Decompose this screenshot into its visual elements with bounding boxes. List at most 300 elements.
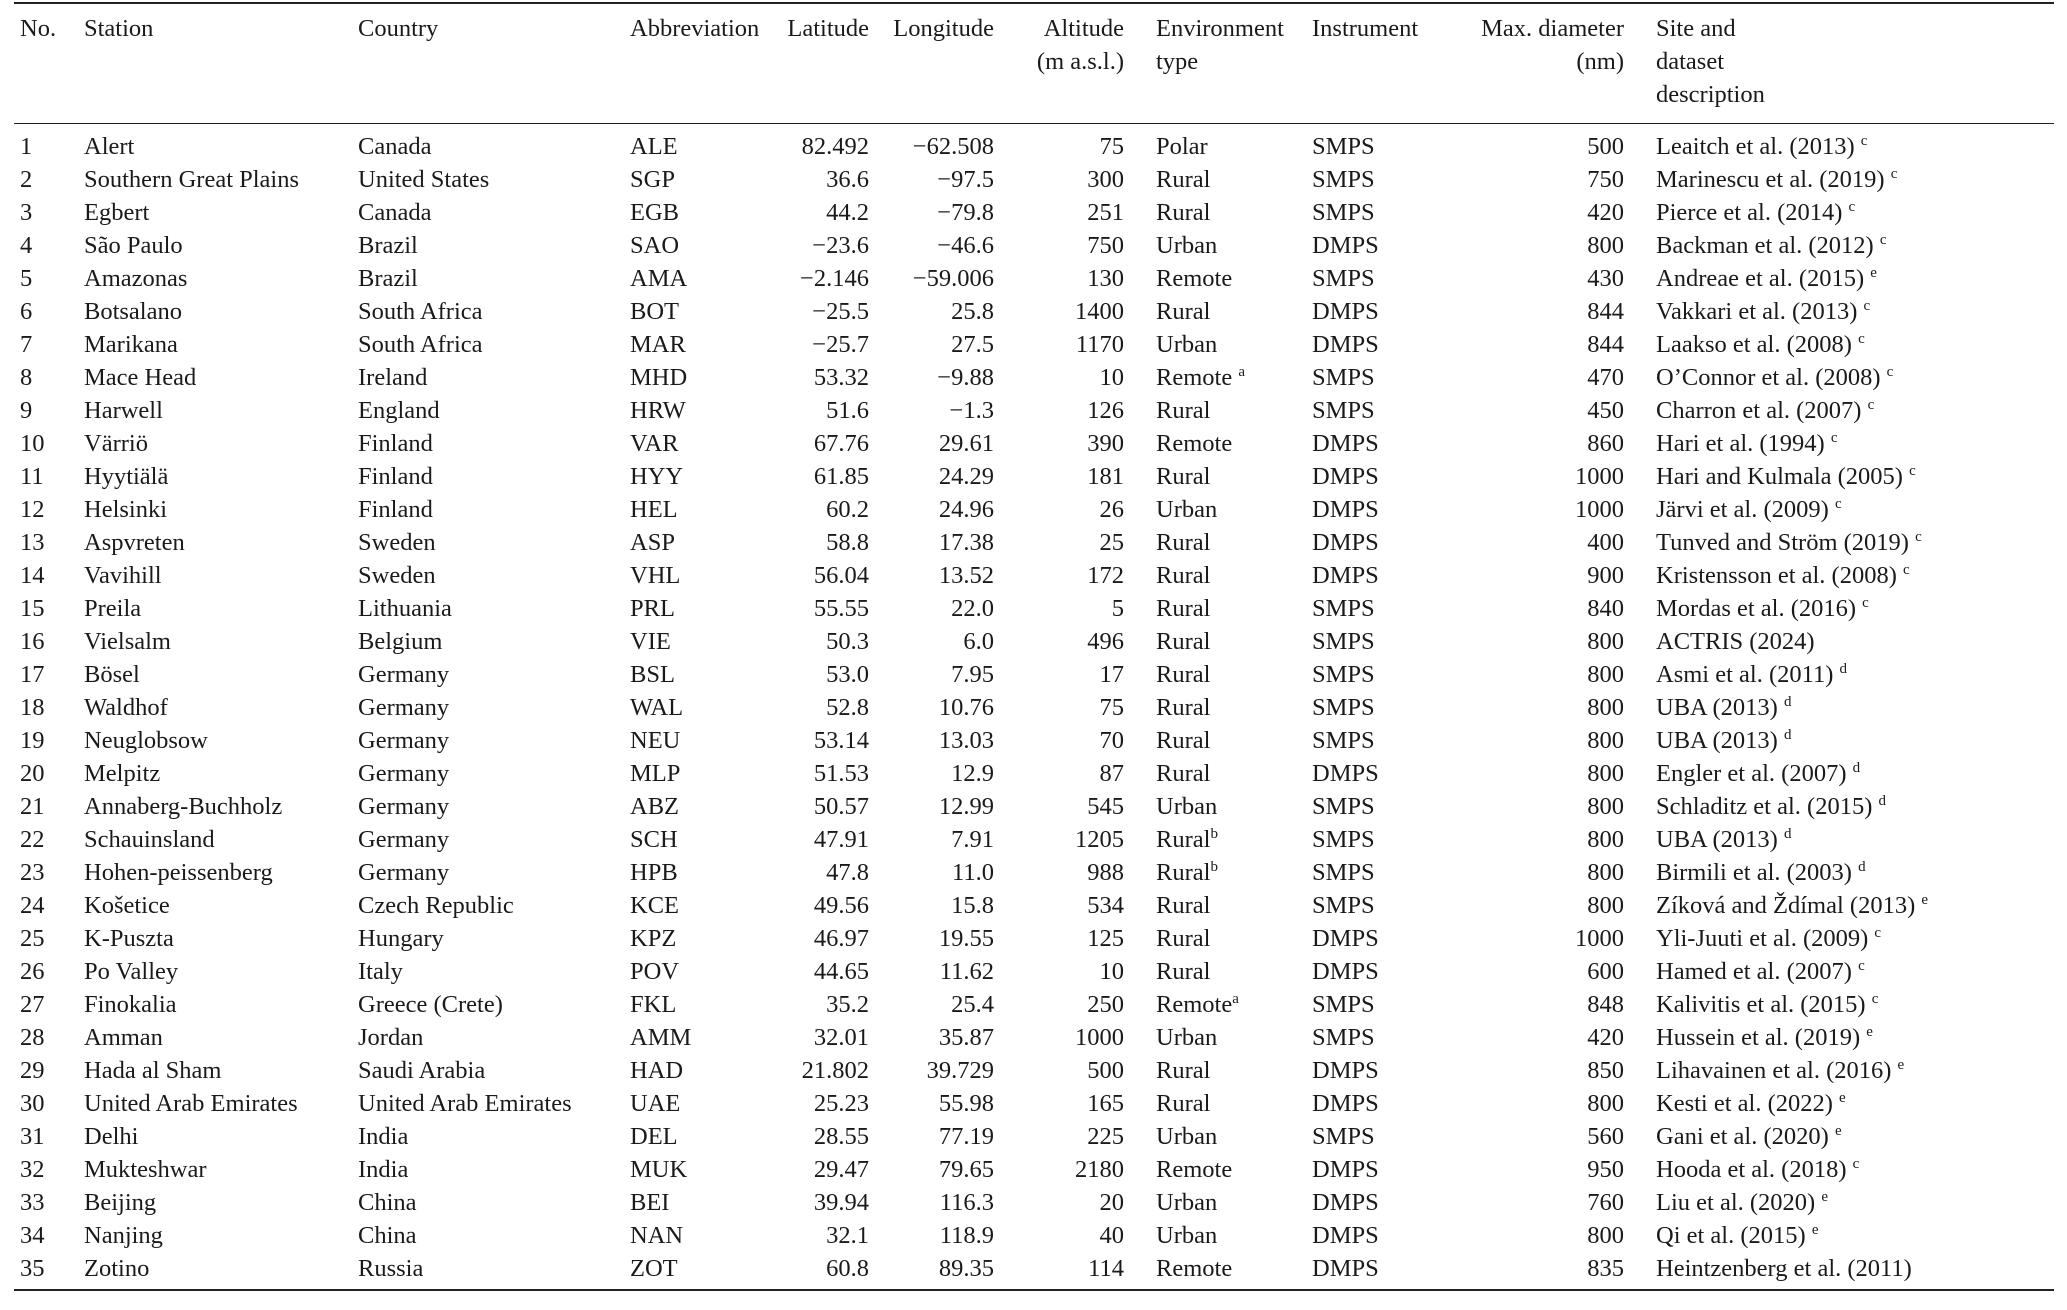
cell-no <box>14 361 78 394</box>
cell-max-diameter <box>1452 1186 1630 1219</box>
cell-max-diameter-text: 800 <box>1587 727 1624 754</box>
cell-environment <box>1130 1186 1306 1219</box>
cell-no-text: 25 <box>20 925 45 952</box>
cell-abbreviation <box>624 592 772 625</box>
cell-max-diameter <box>1452 559 1630 592</box>
cell-longitude <box>875 658 1000 691</box>
cell-instrument <box>1306 163 1452 196</box>
cell-longitude-text: 19.55 <box>938 925 994 952</box>
cell-no <box>14 922 78 955</box>
cell-country-text: India <box>358 1156 409 1183</box>
table-row <box>14 1054 2054 1087</box>
footnote-marker: c <box>1874 924 1882 941</box>
cell-country-text: Czech Republic <box>358 892 514 919</box>
table-row <box>14 361 2054 394</box>
cell-site-description <box>1630 1252 2054 1285</box>
table-row <box>14 922 2054 955</box>
cell-max-diameter-text: 848 <box>1587 991 1624 1018</box>
cell-country <box>352 1021 624 1054</box>
cell-latitude-text: 25.23 <box>813 1090 869 1117</box>
cell-max-diameter-text: 760 <box>1587 1189 1624 1216</box>
cell-no-text: 3 <box>20 199 33 226</box>
table-row <box>14 229 2054 262</box>
footnote-marker: c <box>1871 990 1879 1007</box>
cell-environment-text: Rural <box>1156 529 1211 556</box>
cell-station <box>78 1219 352 1252</box>
cell-no-text: 20 <box>20 760 45 787</box>
cell-abbreviation <box>624 295 772 328</box>
cell-environment-text: Remote <box>1156 364 1233 391</box>
cell-station-text: São Paulo <box>84 232 183 259</box>
cell-altitude <box>1000 1087 1130 1120</box>
cell-no <box>14 124 78 163</box>
cell-instrument <box>1306 229 1452 262</box>
cell-site-description <box>1630 196 2054 229</box>
header-latitude: Latitude <box>787 15 869 42</box>
cell-environment <box>1130 427 1306 460</box>
footnote-marker: b <box>1210 858 1218 875</box>
cell-site-description-text: ACTRIS (2024) <box>1656 628 1815 655</box>
cell-environment-text: Rural <box>1156 628 1211 655</box>
cell-latitude <box>772 592 875 625</box>
cell-country <box>352 658 624 691</box>
cell-latitude <box>772 625 875 658</box>
header-site-description <box>1630 4 2054 123</box>
cell-max-diameter <box>1452 1153 1630 1186</box>
cell-instrument-text: SMPS <box>1312 859 1375 886</box>
cell-abbreviation <box>624 559 772 592</box>
cell-no-text: 6 <box>20 298 33 325</box>
cell-environment <box>1130 124 1306 163</box>
cell-max-diameter <box>1452 262 1630 295</box>
cell-longitude-text: 6.0 <box>963 628 994 655</box>
cell-station-text: Mukteshwar <box>84 1156 207 1183</box>
cell-country-text: Germany <box>358 694 450 721</box>
cell-longitude <box>875 493 1000 526</box>
cell-instrument-text: DMPS <box>1312 331 1379 358</box>
cell-station <box>78 493 352 526</box>
cell-site-description <box>1630 394 2054 427</box>
cell-site-description <box>1630 691 2054 724</box>
cell-altitude <box>1000 1120 1130 1153</box>
cell-no-text: 11 <box>20 463 44 490</box>
cell-environment <box>1130 592 1306 625</box>
cell-latitude-text: 51.53 <box>813 760 869 787</box>
cell-latitude-text: 32.01 <box>813 1024 869 1051</box>
cell-site-description-text: Gani et al. (2020) <box>1656 1123 1829 1150</box>
cell-environment-text: Urban <box>1156 496 1218 523</box>
cell-longitude <box>875 922 1000 955</box>
cell-environment-text: Rural <box>1156 562 1211 589</box>
footnote-marker: b <box>1210 825 1218 842</box>
cell-environment-text: Rural <box>1156 892 1211 919</box>
cell-no-text: 35 <box>20 1255 45 1282</box>
cell-country-text: Ireland <box>358 364 428 391</box>
table-row <box>14 124 2054 163</box>
cell-environment <box>1130 790 1306 823</box>
cell-altitude <box>1000 262 1130 295</box>
cell-country-text: Germany <box>358 859 450 886</box>
cell-instrument-text: DMPS <box>1312 1156 1379 1183</box>
cell-abbreviation <box>624 229 772 262</box>
cell-altitude-text: 165 <box>1087 1090 1124 1117</box>
cell-country <box>352 856 624 889</box>
cell-latitude <box>772 1021 875 1054</box>
header-instrument: Instrument <box>1312 15 1419 42</box>
footnote-marker: e <box>1811 1221 1819 1238</box>
cell-abbreviation-text: VIE <box>630 628 671 655</box>
cell-no <box>14 1021 78 1054</box>
cell-abbreviation-text: ABZ <box>630 793 679 820</box>
cell-altitude-text: 20 <box>1099 1189 1124 1216</box>
cell-site-description-text: Heintzenberg et al. (2011) <box>1656 1255 1912 1282</box>
cell-environment <box>1130 559 1306 592</box>
cell-site-description-text: Asmi et al. (2011) <box>1656 661 1834 688</box>
cell-instrument-text: SMPS <box>1312 1024 1375 1051</box>
cell-station-text: Helsinki <box>84 496 168 523</box>
cell-max-diameter <box>1452 493 1630 526</box>
cell-country-text: Russia <box>358 1255 424 1282</box>
header-altitude <box>1000 4 1130 123</box>
footnote-marker: d <box>1878 792 1886 809</box>
cell-environment <box>1130 856 1306 889</box>
cell-station-text: Vielsalm <box>84 628 171 655</box>
cell-site-description-text: Schladitz et al. (2015) <box>1656 793 1873 820</box>
cell-altitude-text: 10 <box>1099 958 1124 985</box>
cell-country <box>352 1252 624 1285</box>
cell-altitude <box>1000 427 1130 460</box>
cell-country-text: Greece (Crete) <box>358 991 503 1018</box>
cell-no-text: 32 <box>20 1156 45 1183</box>
cell-instrument-text: SMPS <box>1312 265 1375 292</box>
cell-abbreviation <box>624 889 772 922</box>
cell-altitude-text: 172 <box>1087 562 1124 589</box>
cell-no-text: 19 <box>20 727 45 754</box>
cell-site-description-text: Liu et al. (2020) <box>1656 1189 1816 1216</box>
cell-abbreviation <box>624 394 772 427</box>
footnote-marker: c <box>1915 528 1922 545</box>
cell-latitude <box>772 1219 875 1252</box>
cell-longitude-text: 24.29 <box>938 463 994 490</box>
table-row <box>14 1252 2054 1285</box>
cell-longitude-text: −9.88 <box>937 364 994 391</box>
cell-site-description-text: Kesti et al. (2022) <box>1656 1090 1833 1117</box>
cell-site-description-text: Qi et al. (2015) <box>1656 1222 1806 1249</box>
cell-abbreviation <box>624 460 772 493</box>
cell-max-diameter <box>1452 988 1630 1021</box>
cell-longitude-text: 12.99 <box>938 793 994 820</box>
cell-no-text: 31 <box>20 1123 45 1150</box>
cell-no-text: 29 <box>20 1057 45 1084</box>
cell-abbreviation-text: HRW <box>630 397 686 424</box>
cell-no <box>14 988 78 1021</box>
cell-abbreviation-text: DEL <box>630 1123 678 1150</box>
cell-country-text: Germany <box>358 760 450 787</box>
cell-latitude <box>772 1252 875 1285</box>
cell-abbreviation-text: KCE <box>630 892 679 919</box>
cell-environment <box>1130 196 1306 229</box>
cell-longitude-text: 11.62 <box>939 958 994 985</box>
cell-longitude-text: 7.91 <box>951 826 994 853</box>
cell-abbreviation-text: AMA <box>630 265 688 292</box>
cell-country <box>352 1054 624 1087</box>
cell-site-description <box>1630 823 2054 856</box>
footnote-marker: e <box>1921 891 1929 908</box>
cell-instrument-text: SMPS <box>1312 892 1375 919</box>
cell-environment <box>1130 295 1306 328</box>
cell-latitude-text: 53.32 <box>813 364 869 391</box>
cell-no <box>14 1186 78 1219</box>
footnote-marker: c <box>1834 495 1842 512</box>
cell-environment <box>1130 229 1306 262</box>
cell-country <box>352 559 624 592</box>
cell-instrument-text: DMPS <box>1312 496 1379 523</box>
cell-instrument-text: DMPS <box>1312 925 1379 952</box>
cell-station <box>78 955 352 988</box>
cell-altitude-text: 181 <box>1087 463 1124 490</box>
cell-station <box>78 625 352 658</box>
cell-station-text: Värriö <box>84 430 148 457</box>
header-row <box>14 4 2054 123</box>
cell-station-text: United Arab Emirates <box>84 1090 298 1117</box>
cell-instrument-text: DMPS <box>1312 298 1379 325</box>
cell-country-text: Finland <box>358 496 433 523</box>
cell-abbreviation <box>624 1252 772 1285</box>
cell-abbreviation <box>624 1120 772 1153</box>
cell-abbreviation-text: NEU <box>630 727 681 754</box>
cell-longitude <box>875 295 1000 328</box>
cell-latitude <box>772 1153 875 1186</box>
cell-country <box>352 124 624 163</box>
cell-environment-text: Rural <box>1156 694 1211 721</box>
table-row <box>14 724 2054 757</box>
cell-max-diameter-text: 600 <box>1587 958 1624 985</box>
cell-altitude-text: 75 <box>1099 133 1124 160</box>
cell-country <box>352 1153 624 1186</box>
cell-instrument <box>1306 262 1452 295</box>
cell-station-text: Zotino <box>84 1255 150 1282</box>
cell-station <box>78 361 352 394</box>
cell-no <box>14 592 78 625</box>
cell-altitude <box>1000 757 1130 790</box>
cell-abbreviation <box>624 163 772 196</box>
cell-environment <box>1130 361 1306 394</box>
cell-abbreviation <box>624 1087 772 1120</box>
cell-site-description-text: Andreae et al. (2015) <box>1656 265 1865 292</box>
cell-country <box>352 724 624 757</box>
cell-abbreviation <box>624 1219 772 1252</box>
cell-altitude-text: 17 <box>1099 661 1124 688</box>
cell-max-diameter <box>1452 592 1630 625</box>
cell-abbreviation <box>624 1186 772 1219</box>
cell-longitude-text: 77.19 <box>938 1123 994 1150</box>
cell-country <box>352 757 624 790</box>
cell-instrument-text: SMPS <box>1312 793 1375 820</box>
cell-station <box>78 592 352 625</box>
cell-environment <box>1130 163 1306 196</box>
cell-abbreviation <box>624 790 772 823</box>
cell-latitude <box>772 1087 875 1120</box>
cell-longitude-text: 22.0 <box>951 595 994 622</box>
cell-no <box>14 559 78 592</box>
cell-altitude <box>1000 394 1130 427</box>
cell-country-text: China <box>358 1189 417 1216</box>
cell-max-diameter-text: 500 <box>1587 133 1624 160</box>
cell-no-text: 9 <box>20 397 33 424</box>
table-row <box>14 988 2054 1021</box>
cell-altitude <box>1000 1054 1130 1087</box>
cell-station-text: Hohen-peissenberg <box>84 859 273 886</box>
cell-instrument <box>1306 757 1452 790</box>
cell-instrument-text: SMPS <box>1312 397 1375 424</box>
cell-environment-text: Rural <box>1156 397 1211 424</box>
cell-abbreviation-text: VAR <box>630 430 679 457</box>
cell-station-text: Preila <box>84 595 142 622</box>
cell-environment-text: Urban <box>1156 1222 1218 1249</box>
cell-site-description <box>1630 955 2054 988</box>
cell-latitude <box>772 988 875 1021</box>
cell-environment-text: Remote <box>1156 265 1233 292</box>
table-row <box>14 1120 2054 1153</box>
cell-abbreviation <box>624 625 772 658</box>
cell-altitude-text: 545 <box>1087 793 1124 820</box>
cell-longitude <box>875 592 1000 625</box>
cell-environment <box>1130 460 1306 493</box>
cell-altitude <box>1000 856 1130 889</box>
cell-longitude-text: 13.52 <box>938 562 994 589</box>
cell-max-diameter <box>1452 361 1630 394</box>
cell-site-description <box>1630 856 2054 889</box>
cell-latitude <box>772 1054 875 1087</box>
cell-station <box>78 1120 352 1153</box>
cell-longitude <box>875 757 1000 790</box>
cell-station <box>78 658 352 691</box>
cell-abbreviation <box>624 196 772 229</box>
cell-altitude-text: 750 <box>1087 232 1124 259</box>
cell-max-diameter-text: 800 <box>1587 232 1624 259</box>
cell-latitude <box>772 1120 875 1153</box>
cell-instrument-text: DMPS <box>1312 562 1379 589</box>
cell-site-description-text: Backman et al. (2012) <box>1656 232 1874 259</box>
cell-max-diameter <box>1452 124 1630 163</box>
table-row <box>14 658 2054 691</box>
table-row <box>14 592 2054 625</box>
cell-site-description-text: Pierce et al. (2014) <box>1656 199 1843 226</box>
footnote-marker: e <box>1897 1056 1905 1073</box>
cell-country-text: Canada <box>358 133 432 160</box>
cell-abbreviation <box>624 691 772 724</box>
cell-no <box>14 394 78 427</box>
cell-instrument <box>1306 625 1452 658</box>
cell-max-diameter <box>1452 922 1630 955</box>
cell-site-description <box>1630 328 2054 361</box>
cell-site-description <box>1630 1087 2054 1120</box>
cell-latitude <box>772 856 875 889</box>
cell-instrument <box>1306 691 1452 724</box>
cell-instrument-text: SMPS <box>1312 661 1375 688</box>
cell-instrument <box>1306 493 1452 526</box>
cell-instrument <box>1306 1219 1452 1252</box>
header-environment-line2: type <box>1156 48 1199 75</box>
cell-longitude <box>875 988 1000 1021</box>
table-row <box>14 262 2054 295</box>
cell-latitude <box>772 526 875 559</box>
cell-max-diameter <box>1452 790 1630 823</box>
cell-no <box>14 790 78 823</box>
cell-station-text: Košetice <box>84 892 170 919</box>
cell-station-text: Finokalia <box>84 991 177 1018</box>
footnote-marker: a <box>1238 363 1246 380</box>
cell-longitude <box>875 124 1000 163</box>
cell-abbreviation-text: SAO <box>630 232 680 259</box>
cell-instrument-text: DMPS <box>1312 760 1379 787</box>
cell-no <box>14 1087 78 1120</box>
footnote-marker: c <box>1860 132 1868 149</box>
cell-altitude <box>1000 988 1130 1021</box>
cell-instrument <box>1306 460 1452 493</box>
cell-no-text: 7 <box>20 331 33 358</box>
table-row <box>14 823 2054 856</box>
footnote-marker: e <box>1834 1122 1842 1139</box>
cell-environment-text: Rural <box>1156 1057 1211 1084</box>
cell-max-diameter-text: 844 <box>1587 331 1624 358</box>
cell-longitude-text: 25.4 <box>951 991 994 1018</box>
cell-latitude <box>772 295 875 328</box>
cell-station <box>78 790 352 823</box>
cell-abbreviation <box>624 1021 772 1054</box>
cell-latitude <box>772 196 875 229</box>
cell-max-diameter <box>1452 427 1630 460</box>
cell-altitude <box>1000 823 1130 856</box>
cell-max-diameter-text: 950 <box>1587 1156 1624 1183</box>
cell-max-diameter <box>1452 460 1630 493</box>
cell-longitude-text: −97.5 <box>937 166 994 193</box>
cell-abbreviation-text: UAE <box>630 1090 681 1117</box>
cell-environment <box>1130 493 1306 526</box>
cell-altitude-text: 1400 <box>1075 298 1124 325</box>
footnote-marker: c <box>1863 297 1871 314</box>
cell-environment-text: Rural <box>1156 958 1211 985</box>
cell-abbreviation-text: SGP <box>630 166 675 193</box>
cell-max-diameter-text: 900 <box>1587 562 1624 589</box>
cell-instrument <box>1306 724 1452 757</box>
cell-latitude-text: 67.76 <box>813 430 869 457</box>
cell-longitude-text: 116.3 <box>939 1189 994 1216</box>
cell-no <box>14 823 78 856</box>
cell-station-text: Amman <box>84 1024 163 1051</box>
cell-no-text: 10 <box>20 430 45 457</box>
cell-abbreviation-text: HAD <box>630 1057 684 1084</box>
cell-altitude <box>1000 295 1130 328</box>
cell-max-diameter-text: 835 <box>1587 1255 1624 1282</box>
cell-max-diameter <box>1452 757 1630 790</box>
cell-station-text: Melpitz <box>84 760 161 787</box>
header-altitude-line1: Altitude <box>1043 15 1124 42</box>
cell-station-text: Egbert <box>84 199 150 226</box>
cell-no <box>14 427 78 460</box>
cell-abbreviation-text: ZOT <box>630 1255 678 1282</box>
cell-latitude-text: 82.492 <box>801 133 869 160</box>
cell-country-text: Belgium <box>358 628 443 655</box>
cell-max-diameter-text: 470 <box>1587 364 1624 391</box>
header-station: Station <box>84 15 154 42</box>
cell-site-description <box>1630 1153 2054 1186</box>
cell-abbreviation <box>624 658 772 691</box>
cell-abbreviation-text: MHD <box>630 364 688 391</box>
cell-longitude-text: 10.76 <box>938 694 994 721</box>
cell-abbreviation-text: HYY <box>630 463 684 490</box>
cell-no <box>14 1120 78 1153</box>
